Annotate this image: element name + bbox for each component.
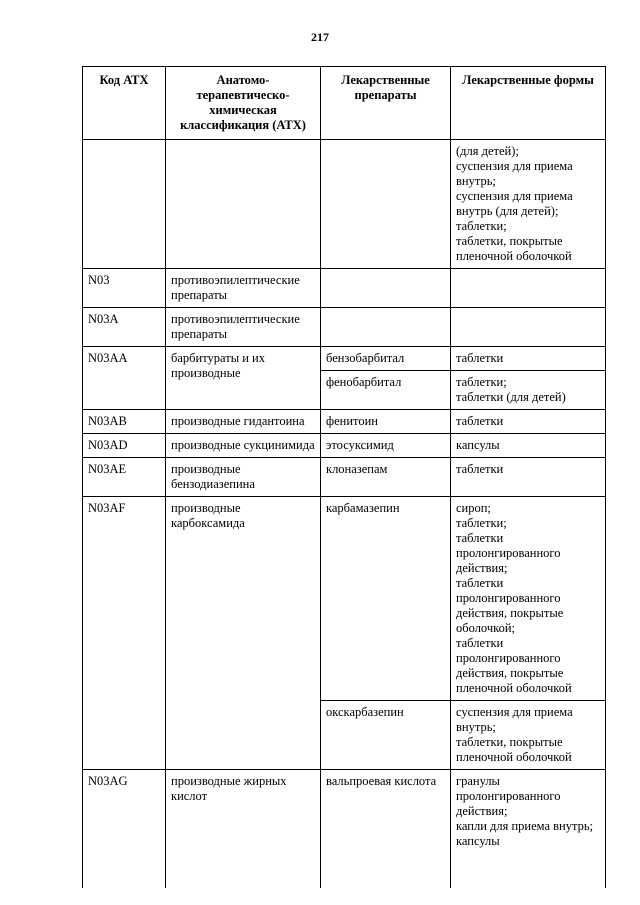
code-cell: N03AB <box>83 410 166 434</box>
forms-cell <box>451 770 606 889</box>
header-forms: Лекарственные формы <box>451 67 606 140</box>
form-item: таблетки <box>456 414 504 428</box>
classification-cell: производные гидантоина <box>166 410 321 434</box>
classification-cell: производные сукцинимида <box>166 434 321 458</box>
form-item: суспензия для приема внутрь; <box>456 705 573 734</box>
drug-cell: карбамазепин <box>321 497 451 701</box>
table-row <box>83 434 606 458</box>
atx-table <box>82 66 606 888</box>
form-item: капсулы <box>456 438 500 452</box>
code-cell: N03 <box>83 269 166 308</box>
form-item: (для детей); <box>456 144 519 158</box>
forms-cell <box>451 434 606 458</box>
form-item: таблетки; <box>456 516 507 530</box>
form-item: таблетки, покрытые пленочной оболочкой <box>456 735 572 764</box>
forms-cell <box>451 347 606 371</box>
form-item: капли для приема внутрь; <box>456 819 594 833</box>
drug-cell: фенобарбитал <box>321 371 451 410</box>
drug-cell: бензобарбитал <box>321 347 451 371</box>
table-header-row <box>83 67 606 140</box>
forms-cell <box>451 497 606 701</box>
form-item: капсулы <box>456 834 500 848</box>
drug-cell <box>321 269 451 308</box>
table-row <box>83 140 606 269</box>
form-item: гранулы пролонгированного действия; <box>456 774 561 818</box>
form-item: таблетки <box>456 351 504 365</box>
code-cell <box>83 140 166 269</box>
form-item: таблетки, покрытые пленочной оболочкой <box>456 234 572 263</box>
drug-cell: окскарбазепин <box>321 701 451 770</box>
form-item: таблетки; <box>456 375 507 389</box>
classification-cell: производные бензодиазепина <box>166 458 321 497</box>
forms-cell <box>451 410 606 434</box>
table-row <box>83 458 606 497</box>
form-item: сироп; <box>456 501 491 515</box>
code-cell: N03AG <box>83 770 166 889</box>
header-classification: Анатомо-терапевтическо-химическая классификация (АТХ) <box>166 67 321 140</box>
drug-cell <box>321 140 451 269</box>
table-row <box>83 269 606 308</box>
table-row <box>83 308 606 347</box>
classification-cell <box>166 140 321 269</box>
form-item: суспензия для приема внутрь; <box>456 159 573 188</box>
forms-cell <box>451 269 606 308</box>
form-item: таблетки пролонгированного действия, покрытые оболочкой; <box>456 576 564 635</box>
forms-cell <box>451 458 606 497</box>
form-item: таблетки пролонгированного действия, покрытые пленочной оболочкой <box>456 636 572 695</box>
header-drugs: Лекарственные препараты <box>321 67 451 140</box>
classification-cell: противоэпилептические препараты <box>166 308 321 347</box>
drug-cell: вальпроевая кислота <box>321 770 451 889</box>
code-cell: N03AA <box>83 347 166 410</box>
forms-cell <box>451 140 606 269</box>
classification-cell: противоэпилептические препараты <box>166 269 321 308</box>
page-number: 217 <box>311 30 329 44</box>
table-row <box>83 410 606 434</box>
code-cell: N03AE <box>83 458 166 497</box>
form-item: таблетки пролонгированного действия; <box>456 531 561 575</box>
form-item: таблетки <box>456 462 504 476</box>
table-row <box>83 770 606 889</box>
code-cell: N03AF <box>83 497 166 770</box>
header-code: Код АТХ <box>83 67 166 140</box>
forms-cell <box>451 371 606 410</box>
forms-cell <box>451 701 606 770</box>
classification-cell: производные жирных кислот <box>166 770 321 889</box>
code-cell: N03AD <box>83 434 166 458</box>
form-item: суспензия для приема внутрь (для детей); <box>456 189 573 218</box>
table-row <box>83 347 606 371</box>
forms-cell <box>451 308 606 347</box>
form-item: таблетки (для детей) <box>456 390 566 404</box>
table-row <box>83 497 606 701</box>
form-item: таблетки; <box>456 219 507 233</box>
drug-cell: клоназепам <box>321 458 451 497</box>
classification-cell: барбитураты и их производные <box>166 347 321 410</box>
drug-cell: этосуксимид <box>321 434 451 458</box>
drug-cell: фенитоин <box>321 410 451 434</box>
drug-cell <box>321 308 451 347</box>
code-cell: N03A <box>83 308 166 347</box>
classification-cell: производные карбоксамида <box>166 497 321 770</box>
